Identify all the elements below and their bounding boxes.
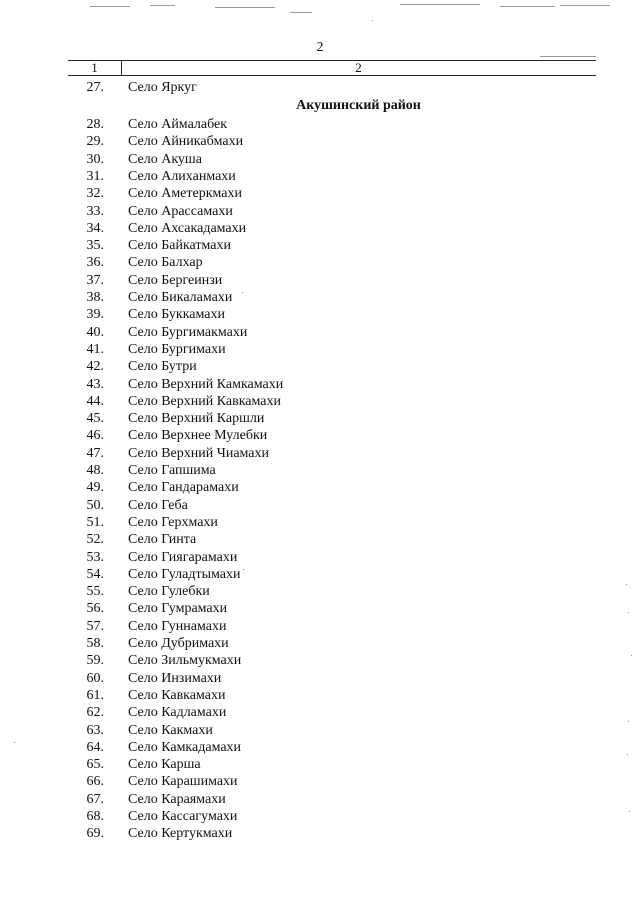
village-name: Село Верхний Кавкамахи	[128, 394, 281, 409]
row-number: 54.	[86, 567, 104, 582]
village-name: Село Верхний Чиамахи	[128, 446, 270, 461]
row-number: 34.	[86, 221, 104, 236]
row-number: 46.	[86, 428, 104, 443]
row-number: 43.	[86, 377, 104, 392]
section-title: Акушинский район	[296, 98, 421, 113]
row-number: 27.	[86, 80, 104, 95]
village-name: Село Гинта	[128, 532, 197, 547]
row-number: 38.	[86, 290, 104, 305]
village-name: Село Аймалабек	[128, 117, 228, 132]
row-number: 58.	[86, 636, 104, 651]
village-name: Село Айникабмахи	[128, 134, 244, 149]
row-number: 32.	[86, 186, 104, 201]
village-name: Село Верхний Камкамахи	[128, 377, 284, 392]
village-name: Село Арассамахи	[128, 204, 233, 219]
page-number: 2	[316, 40, 324, 55]
village-name: Село Аметеркмахи	[128, 186, 242, 201]
row-number: 29.	[86, 134, 104, 149]
row-number: 39.	[86, 307, 104, 322]
village-name: Село Бикаламахи	[128, 290, 233, 305]
row-number: 42.	[86, 359, 104, 374]
row-number: 66.	[86, 774, 104, 789]
village-name: Село Гулебки	[128, 584, 210, 599]
row-number: 55.	[86, 584, 104, 599]
row-number: 67.	[86, 792, 104, 807]
row-number: 61.	[86, 688, 104, 703]
row-number: 51.	[86, 515, 104, 530]
row-number: 68.	[86, 809, 104, 824]
table-header-col2: 2	[355, 60, 362, 75]
row-number: 36.	[86, 255, 104, 270]
row-number: 57.	[86, 619, 104, 634]
village-name: Село Кассагумахи	[128, 809, 238, 824]
village-name: Село Кавкамахи	[128, 688, 226, 703]
village-name: Село Верхнее Мулебки	[128, 428, 268, 443]
village-name: Село Бергеинзи	[128, 273, 223, 288]
village-name: Село Яркуг	[128, 80, 197, 95]
village-name: Село Ахсакадамахи	[128, 221, 247, 236]
row-number: 53.	[86, 550, 104, 565]
row-number: 63.	[86, 723, 104, 738]
row-number: 69.	[86, 826, 104, 841]
row-number: 47.	[86, 446, 104, 461]
row-number: 35.	[86, 238, 104, 253]
row-number: 64.	[86, 740, 104, 755]
row-number: 59.	[86, 653, 104, 668]
village-name: Село Гуладтымахи	[128, 567, 241, 582]
village-name: Село Верхний Каршли	[128, 411, 265, 426]
row-number: 40.	[86, 325, 104, 340]
row-number: 37.	[86, 273, 104, 288]
village-name: Село Бургимахи	[128, 342, 226, 357]
table-header-bottom-border	[68, 75, 596, 76]
row-number: 56.	[86, 601, 104, 616]
row-number: 62.	[86, 705, 104, 720]
village-name: Село Балхар	[128, 255, 203, 270]
row-number: 65.	[86, 757, 104, 772]
row-number: 33.	[86, 204, 104, 219]
row-number: 45.	[86, 411, 104, 426]
village-name: Село Дубримахи	[128, 636, 229, 651]
village-name: Село Геба	[128, 498, 188, 513]
village-name: Село Карша	[128, 757, 201, 772]
village-name: Село Зильмукмахи	[128, 653, 242, 668]
village-name: Село Гапшима	[128, 463, 216, 478]
village-name: Село Байкатмахи	[128, 238, 231, 253]
village-name: Село Алиханмахи	[128, 169, 236, 184]
village-name: Село Камкадамахи	[128, 740, 242, 755]
village-name: Село Акуша	[128, 152, 202, 167]
row-number: 50.	[86, 498, 104, 513]
village-name: Село Кертукмахи	[128, 826, 233, 841]
row-number: 30.	[86, 152, 104, 167]
row-number: 49.	[86, 480, 104, 495]
village-name: Село Бургимакмахи	[128, 325, 248, 340]
row-number: 28.	[86, 117, 104, 132]
village-name: Село Гумрамахи	[128, 601, 228, 616]
village-name: Село Буккамахи	[128, 307, 225, 322]
row-number: 31.	[86, 169, 104, 184]
village-name: Село Бутри	[128, 359, 197, 374]
village-name: Село Караямахи	[128, 792, 226, 807]
village-name: Село Какмахи	[128, 723, 213, 738]
village-name: Село Карашимахи	[128, 774, 238, 789]
village-name: Село Гиягарамахи	[128, 550, 238, 565]
village-name: Село Кадламахи	[128, 705, 227, 720]
village-name: Село Инзимахи	[128, 671, 222, 686]
row-number: 44.	[86, 394, 104, 409]
table-header-col1: 1	[91, 60, 98, 75]
village-name: Село Герхмахи	[128, 515, 218, 530]
row-number: 60.	[86, 671, 104, 686]
row-number: 52.	[86, 532, 104, 547]
row-number: 41.	[86, 342, 104, 357]
row-number: 48.	[86, 463, 104, 478]
village-name: Село Гандарамахи	[128, 480, 239, 495]
village-name: Село Гуннамахи	[128, 619, 227, 634]
